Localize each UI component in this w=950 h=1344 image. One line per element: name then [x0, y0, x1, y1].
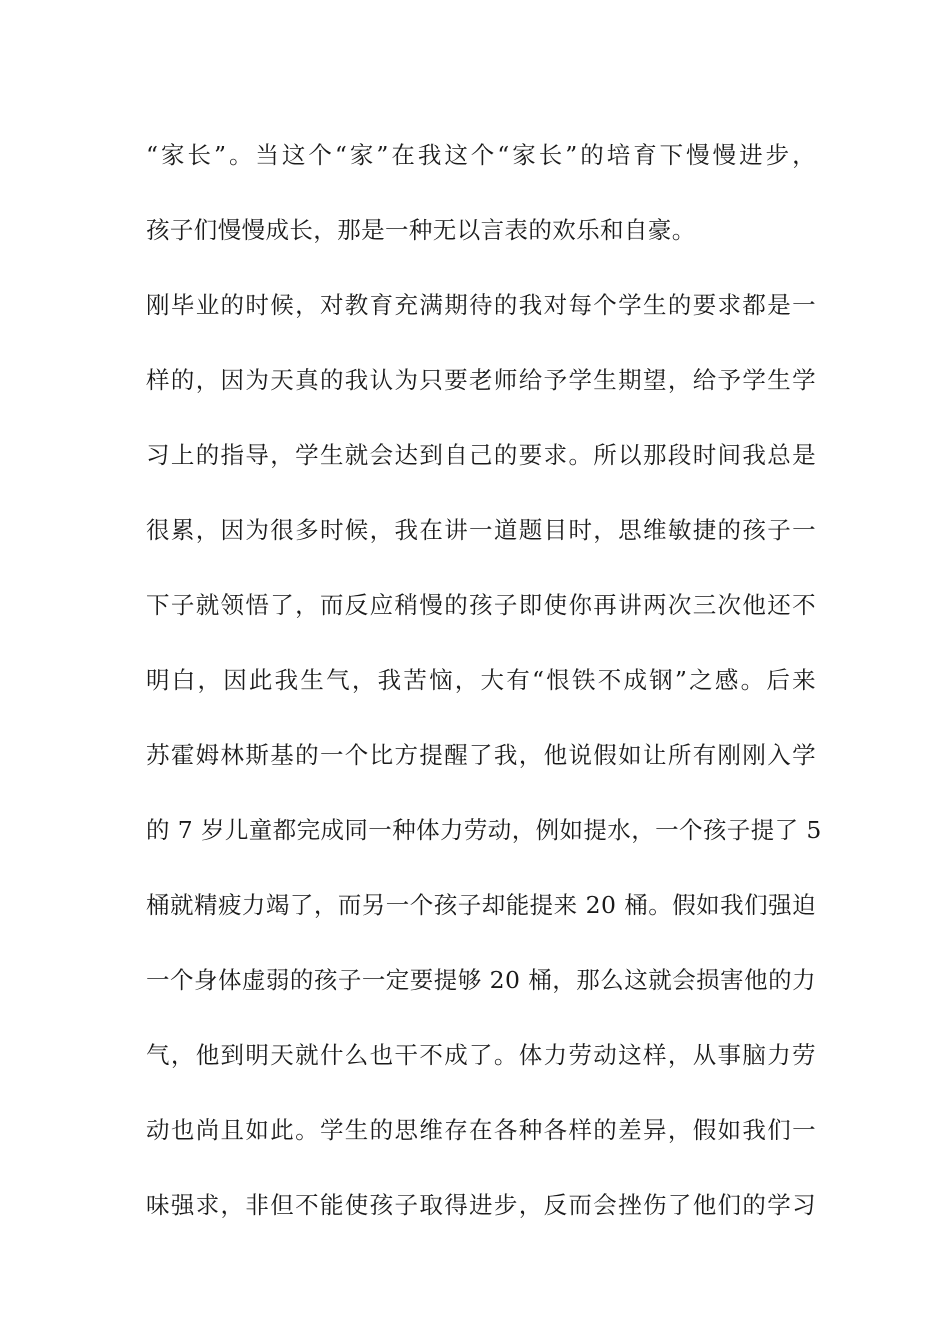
text-line: 的 7 岁儿童都完成同一种体力劳动，例如提水，一个孩子提了 5	[146, 816, 822, 844]
text-line: 很累，因为很多时候，我在讲一道题目时，思维敏捷的孩子一	[146, 516, 816, 544]
text-line: 样的，因为天真的我认为只要老师给予学生期望，给予学生学	[146, 366, 816, 394]
text-line: 刚毕业的时候，对教育充满期待的我对每个学生的要求都是一	[146, 291, 816, 319]
text-line: 下子就领悟了，而反应稍慢的孩子即使你再讲两次三次他还不	[146, 591, 816, 619]
text-line: 习上的指导，学生就会达到自己的要求。所以那段时间我总是	[146, 441, 816, 469]
text-line: 明白，因此我生气，我苦恼，大有“恨铁不成钢”之感。后来	[146, 666, 816, 694]
document-body	[146, 132, 822, 1257]
text-line: 一个身体虚弱的孩子一定要提够 20 桶，那么这就会损害他的力	[146, 966, 816, 994]
text-line: “家长”。当这个“家”在我这个“家长”的培育下慢慢进步，	[146, 141, 816, 169]
text-line: 孩子们慢慢成长，那是一种无以言表的欢乐和自豪。	[146, 216, 696, 244]
text-line: 动也尚且如此。学生的思维存在各种各样的差异，假如我们一	[146, 1116, 816, 1144]
text-line: 味强求，非但不能使孩子取得进步，反而会挫伤了他们的学习	[146, 1191, 816, 1219]
text-line: 气，他到明天就什么也干不成了。体力劳动这样，从事脑力劳	[146, 1041, 816, 1069]
text-line: 桶就精疲力竭了，而另一个孩子却能提来 20 桶。假如我们强迫	[146, 891, 816, 919]
text-line: 苏霍姆林斯基的一个比方提醒了我，他说假如让所有刚刚入学	[146, 741, 816, 769]
